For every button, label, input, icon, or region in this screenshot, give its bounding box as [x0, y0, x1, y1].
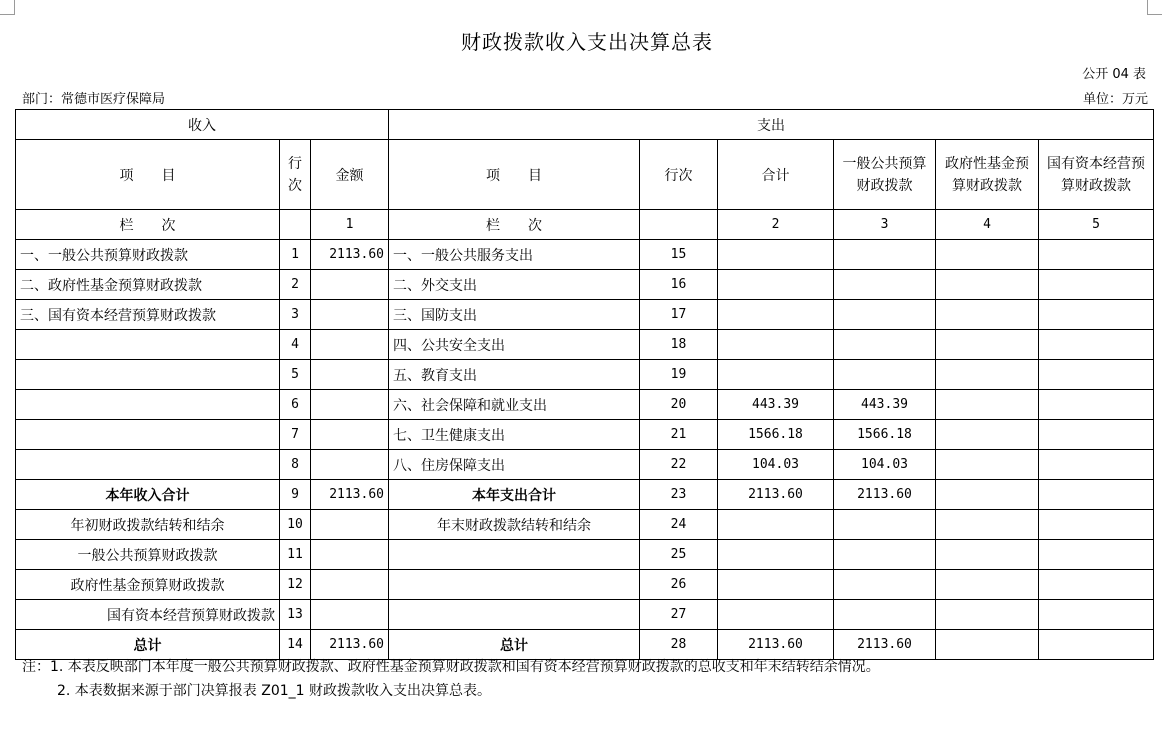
expense-total: [718, 300, 834, 330]
general-budget-amount: 104.03: [834, 450, 936, 480]
general-budget-amount: [834, 270, 936, 300]
expense-row-no: 20: [640, 390, 718, 420]
income-item: [16, 330, 280, 360]
unit-label: 单位：万元: [1082, 92, 1148, 107]
income-amount: [311, 570, 389, 600]
income-amount: [311, 330, 389, 360]
expense-item: 三、国防支出: [389, 300, 640, 330]
table-row: [16, 240, 1154, 270]
state-capital-header: 国有资本经营预算财政拨款: [1039, 140, 1154, 210]
expense-row-no: 23: [640, 480, 718, 510]
expense-item: 七、卫生健康支出: [389, 420, 640, 450]
gov-fund-amount: [936, 450, 1039, 480]
general-budget-amount: [834, 330, 936, 360]
income-amount: [311, 540, 389, 570]
general-budget-amount: 1566.18: [834, 420, 936, 450]
income-amount: [311, 360, 389, 390]
expense-row-no: 25: [640, 540, 718, 570]
expense-item: 六、社会保障和就业支出: [389, 390, 640, 420]
income-amount: 2113.60: [311, 630, 389, 660]
page-title: 财政拨款收入支出决算总表: [461, 30, 713, 54]
table-row: [16, 450, 1154, 480]
gov-fund-header: 政府性基金预算财政拨款: [936, 140, 1039, 210]
expense-total: 443.39: [718, 390, 834, 420]
expense-row-no: 17: [640, 300, 718, 330]
expense-subtotal-label: 本年支出合计: [389, 480, 640, 510]
expense-total: 1566.18: [718, 420, 834, 450]
state-capital-amount: [1039, 510, 1154, 540]
income-row-no: 1: [280, 240, 311, 270]
gov-fund-amount: [936, 420, 1039, 450]
column-index-3: 3: [834, 210, 936, 240]
expense-total: [718, 360, 834, 390]
table-row: [16, 540, 1154, 570]
expense-total: [718, 540, 834, 570]
expense-total: [718, 600, 834, 630]
expense-item: 八、住房保障支出: [389, 450, 640, 480]
income-item: 年初财政拨款结转和结余: [16, 510, 280, 540]
expense-item: 一、一般公共服务支出: [389, 240, 640, 270]
expense-row-no-header: 行次: [640, 140, 718, 210]
expense-item: 二、外交支出: [389, 270, 640, 300]
income-column-label: 栏 次: [16, 210, 280, 240]
gov-fund-amount: [936, 360, 1039, 390]
expense-row-no: 15: [640, 240, 718, 270]
column-index-2: 2: [718, 210, 834, 240]
state-capital-amount: [1039, 390, 1154, 420]
column-index-1: 1: [311, 210, 389, 240]
gov-fund-amount: [936, 540, 1039, 570]
income-amount: [311, 600, 389, 630]
income-row-no: 9: [280, 480, 311, 510]
state-capital-amount: [1039, 630, 1154, 660]
income-subtotal-label: 本年收入合计: [16, 480, 280, 510]
general-budget-header: 一般公共预算财政拨款: [834, 140, 936, 210]
income-row-no: 4: [280, 330, 311, 360]
expense-total-header: 合计: [718, 140, 834, 210]
gov-fund-amount: [936, 480, 1039, 510]
income-item: [16, 450, 280, 480]
income-amount: [311, 390, 389, 420]
state-capital-amount: [1039, 600, 1154, 630]
general-budget-amount: [834, 360, 936, 390]
expense-grand-total-label: 总计: [389, 630, 640, 660]
expense-row-no: 27: [640, 600, 718, 630]
expense-row-no: 26: [640, 570, 718, 600]
state-capital-amount: [1039, 300, 1154, 330]
table-row: [16, 300, 1154, 330]
state-capital-amount: [1039, 240, 1154, 270]
income-row-no: 14: [280, 630, 311, 660]
table-row: [16, 360, 1154, 390]
income-amount: 2113.60: [311, 240, 389, 270]
income-amount: [311, 270, 389, 300]
income-item-header: 项 目: [16, 140, 280, 210]
income-row-no: 10: [280, 510, 311, 540]
income-item: 一、一般公共预算财政拨款: [16, 240, 280, 270]
expense-section-header: 支出: [389, 110, 1154, 140]
department-label: 部门：常德市医疗保障局: [22, 92, 166, 107]
expense-row-no: 22: [640, 450, 718, 480]
expense-item-header: 项 目: [389, 140, 640, 210]
expense-item: 五、教育支出: [389, 360, 640, 390]
general-budget-amount: 443.39: [834, 390, 936, 420]
gov-fund-amount: [936, 330, 1039, 360]
expense-total: [718, 570, 834, 600]
table-row: [16, 570, 1154, 600]
table-row: [16, 390, 1154, 420]
income-item: 二、政府性基金预算财政拨款: [16, 270, 280, 300]
general-budget-amount: [834, 600, 936, 630]
expense-row-no: 19: [640, 360, 718, 390]
expense-total: 2113.60: [718, 480, 834, 510]
income-row-no: 7: [280, 420, 311, 450]
gov-fund-amount: [936, 240, 1039, 270]
state-capital-amount: [1039, 330, 1154, 360]
income-item: 三、国有资本经营预算财政拨款: [16, 300, 280, 330]
income-row-no: 5: [280, 360, 311, 390]
table-row: [16, 480, 1154, 510]
income-row-no: 12: [280, 570, 311, 600]
expense-item: 四、公共安全支出: [389, 330, 640, 360]
column-index-5: 5: [1039, 210, 1154, 240]
general-budget-amount: [834, 240, 936, 270]
expense-item: [389, 540, 640, 570]
expense-row-no: 18: [640, 330, 718, 360]
income-row-no: 2: [280, 270, 311, 300]
table-row: [16, 630, 1154, 660]
expense-total: [718, 270, 834, 300]
income-amount: [311, 420, 389, 450]
table-row: [16, 420, 1154, 450]
expense-total: 2113.60: [718, 630, 834, 660]
state-capital-amount: [1039, 270, 1154, 300]
expense-column-label: 栏 次: [389, 210, 640, 240]
expense-row-no: 28: [640, 630, 718, 660]
gov-fund-amount: [936, 510, 1039, 540]
table-row: [16, 600, 1154, 630]
income-amount-header: 金额: [311, 140, 389, 210]
income-row-no: 6: [280, 390, 311, 420]
state-capital-amount: [1039, 540, 1154, 570]
gov-fund-amount: [936, 390, 1039, 420]
income-amount: [311, 510, 389, 540]
expense-row-no: 16: [640, 270, 718, 300]
expense-total: 104.03: [718, 450, 834, 480]
page-corner-mark-right: [1147, 0, 1162, 15]
income-row-no: 8: [280, 450, 311, 480]
state-capital-amount: [1039, 420, 1154, 450]
income-amount: [311, 450, 389, 480]
expense-total: [718, 510, 834, 540]
income-row-no: 11: [280, 540, 311, 570]
footnote-2: 2. 本表数据来源于部门决算报表 Z01_1 财政拨款收入支出决算总表。: [57, 683, 492, 699]
expense-row-no: 21: [640, 420, 718, 450]
income-section-header: 收入: [16, 110, 389, 140]
blank-cell: [280, 210, 311, 240]
column-index-4: 4: [936, 210, 1039, 240]
income-row-no: 3: [280, 300, 311, 330]
income-row-no-header: 行次: [280, 140, 311, 210]
income-amount: [311, 300, 389, 330]
gov-fund-amount: [936, 300, 1039, 330]
income-row-no: 13: [280, 600, 311, 630]
budget-summary-table: [15, 109, 1154, 660]
income-grand-total-label: 总计: [16, 630, 280, 660]
general-budget-amount: [834, 540, 936, 570]
expense-item: 年末财政拨款结转和结余: [389, 510, 640, 540]
income-item: [16, 420, 280, 450]
gov-fund-amount: [936, 570, 1039, 600]
expense-total: [718, 330, 834, 360]
state-capital-amount: [1039, 360, 1154, 390]
expense-item: [389, 600, 640, 630]
table-row: [16, 270, 1154, 300]
expense-row-no: 24: [640, 510, 718, 540]
footnote-1: 注：1. 本表反映部门本年度一般公共预算财政拨款、政府性基金预算财政拨款和国有资本经营预算财政拨款的总收支和年末结转结余情况。: [22, 659, 880, 675]
income-item: [16, 390, 280, 420]
gov-fund-amount: [936, 270, 1039, 300]
income-item: [16, 360, 280, 390]
gov-fund-amount: [936, 600, 1039, 630]
income-item: 国有资本经营预算财政拨款: [16, 600, 280, 630]
expense-item: [389, 570, 640, 600]
gov-fund-amount: [936, 630, 1039, 660]
expense-total: [718, 240, 834, 270]
income-item: 政府性基金预算财政拨款: [16, 570, 280, 600]
general-budget-amount: 2113.60: [834, 630, 936, 660]
blank-cell: [640, 210, 718, 240]
state-capital-amount: [1039, 450, 1154, 480]
table-row: [16, 330, 1154, 360]
form-number: 公开 04 表: [1082, 67, 1146, 82]
page-corner-mark-left: [0, 0, 15, 15]
general-budget-amount: [834, 510, 936, 540]
state-capital-amount: [1039, 480, 1154, 510]
income-amount: 2113.60: [311, 480, 389, 510]
general-budget-amount: 2113.60: [834, 480, 936, 510]
table-row: [16, 510, 1154, 540]
state-capital-amount: [1039, 570, 1154, 600]
income-item: 一般公共预算财政拨款: [16, 540, 280, 570]
general-budget-amount: [834, 570, 936, 600]
general-budget-amount: [834, 300, 936, 330]
